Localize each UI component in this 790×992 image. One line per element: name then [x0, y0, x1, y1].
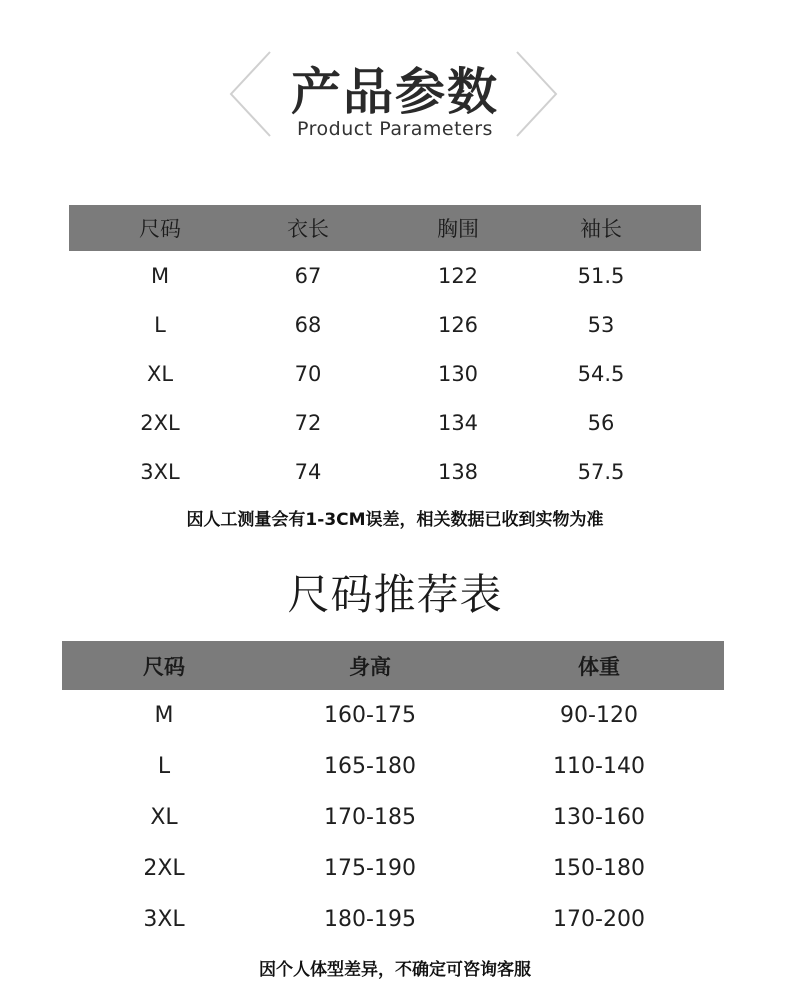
cell-size: M	[150, 263, 170, 288]
column-header-height: 身高	[349, 654, 391, 679]
cell-sleeve: 54.5	[577, 361, 625, 386]
cell-height: 175-190	[324, 856, 416, 881]
cell-length: 68	[294, 312, 322, 337]
table-row	[69, 349, 701, 398]
cell-weight: 150-180	[553, 856, 645, 881]
column-header-chest: 胸围	[437, 217, 479, 241]
cell-size: 2XL	[140, 410, 180, 435]
cell-chest: 130	[437, 361, 479, 386]
column-header-sleeve: 袖长	[580, 217, 622, 241]
body-type-note: 因个人体型差异，不确定可咨询客服	[259, 960, 531, 980]
cell-chest: 134	[437, 410, 479, 435]
cell-chest: 126	[437, 312, 479, 337]
cell-size: 3XL	[143, 907, 185, 932]
cell-weight: 110-140	[553, 754, 645, 779]
table-header	[62, 641, 724, 690]
cell-weight: 170-200	[553, 907, 645, 932]
cell-size: M	[154, 703, 174, 728]
cell-size: L	[157, 754, 171, 779]
cell-size: 2XL	[143, 856, 185, 881]
column-header-size: 尺码	[143, 654, 185, 679]
page-subtitle: Product Parameters	[297, 118, 493, 140]
cell-weight: 90-120	[560, 703, 638, 728]
cell-size: L	[154, 312, 166, 337]
section-title: 尺码推荐表	[287, 570, 503, 619]
column-header-size: 尺码	[139, 217, 181, 241]
cell-weight: 130-160	[553, 805, 645, 830]
cell-size: XL	[146, 361, 174, 386]
measurement-note: 因人工测量会有1-3CM误差，相关数据已收到实物为准	[186, 510, 604, 530]
table-header	[69, 205, 701, 251]
table-row	[62, 792, 724, 843]
table-row	[62, 741, 724, 792]
product-parameters-table	[69, 205, 701, 496]
table-row	[69, 398, 701, 447]
cell-length: 67	[294, 263, 322, 288]
cell-sleeve: 51.5	[577, 263, 625, 288]
table-row	[69, 300, 701, 349]
cell-sleeve: 56	[587, 410, 615, 435]
cell-height: 170-185	[324, 805, 416, 830]
cell-length: 72	[294, 410, 322, 435]
cell-length: 70	[294, 361, 322, 386]
cell-chest: 138	[437, 459, 479, 484]
cell-sleeve: 53	[587, 312, 615, 337]
size-recommendation-table	[62, 641, 724, 945]
cell-size: 3XL	[140, 459, 180, 484]
cell-height: 160-175	[324, 703, 416, 728]
cell-size: XL	[150, 805, 178, 830]
table-row	[69, 447, 701, 496]
cell-height: 180-195	[324, 907, 416, 932]
column-header-length: 衣长	[287, 217, 329, 241]
table-row	[62, 690, 724, 741]
cell-chest: 122	[437, 263, 479, 288]
table-row	[62, 843, 724, 894]
column-header-weight: 体重	[578, 654, 620, 679]
cell-length: 74	[294, 459, 322, 484]
table-row	[69, 251, 701, 300]
table-row	[62, 894, 724, 945]
cell-height: 165-180	[324, 754, 416, 779]
page-title: 产品参数	[291, 63, 499, 121]
cell-sleeve: 57.5	[577, 459, 625, 484]
